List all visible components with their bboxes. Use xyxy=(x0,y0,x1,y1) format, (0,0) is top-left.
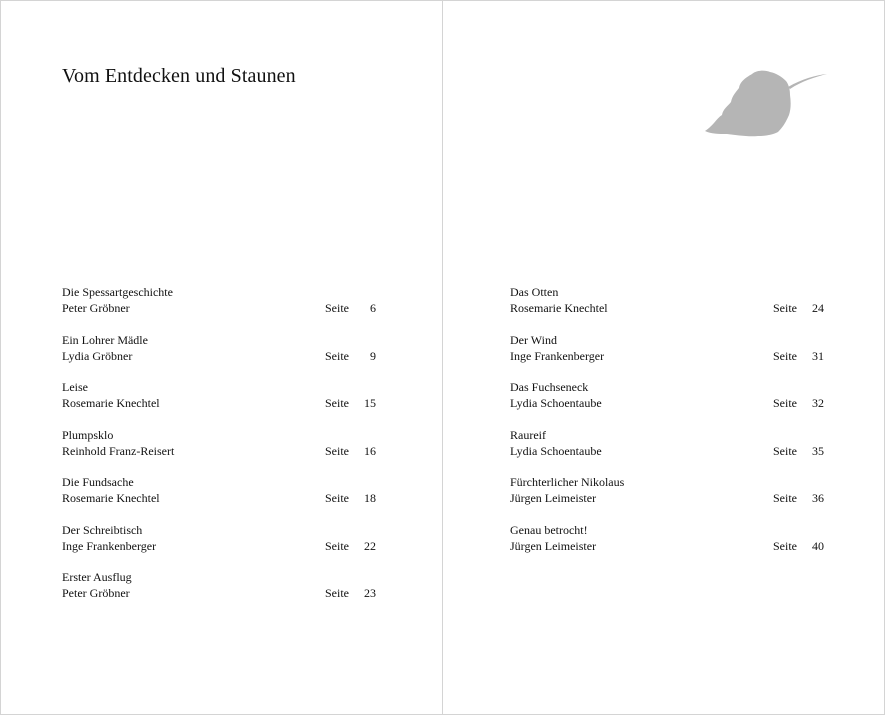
toc-entry xyxy=(510,332,824,380)
page-label: Seite xyxy=(325,491,349,505)
story-title: Der Wind xyxy=(510,332,557,347)
toc-entry xyxy=(510,474,824,522)
story-author: Inge Frankenberger xyxy=(510,348,605,363)
story-author: Rosemarie Knechtel xyxy=(62,491,160,505)
story-author: Peter Gröbner xyxy=(62,301,130,315)
page-label: Seite xyxy=(325,586,349,600)
page-label: Seite xyxy=(773,396,797,410)
chapter-title: Vom Entdecken und Staunen xyxy=(62,65,296,87)
story-author: Rosemarie Knechtel xyxy=(510,301,608,315)
story-title: Plumpsklo xyxy=(62,427,114,442)
story-title: Fürchterlicher Nikolaus xyxy=(510,475,625,489)
story-title: Erster Ausflug xyxy=(62,570,132,584)
toc-entry xyxy=(62,569,376,617)
story-author: Lydia Schoentaube xyxy=(510,396,602,410)
toc-left xyxy=(62,284,376,617)
page-number: 15 xyxy=(364,396,376,410)
page-number: 35 xyxy=(812,443,824,458)
right-page xyxy=(443,0,885,715)
toc-right xyxy=(510,284,824,569)
story-title: Das Otten xyxy=(510,285,559,299)
story-title: Ein Lohrer Mädle xyxy=(62,332,148,347)
story-author: Lydia Gröbner xyxy=(62,348,133,363)
page-label: Seite xyxy=(773,443,797,458)
toc-entry xyxy=(62,474,376,522)
story-title: Das Fuchseneck xyxy=(510,380,589,394)
page-label: Seite xyxy=(325,443,349,458)
page-label: Seite xyxy=(325,538,349,553)
story-author: Jürgen Leimeister xyxy=(510,538,597,553)
toc-entry xyxy=(62,332,376,380)
toc-entry xyxy=(510,284,824,332)
page-number: 22 xyxy=(364,538,376,553)
story-author: Reinhold Franz-Reisert xyxy=(62,443,175,458)
page-number: 23 xyxy=(364,586,376,600)
story-title: Die Spessartgeschichte xyxy=(62,285,173,299)
page-label: Seite xyxy=(325,301,349,315)
story-title: Leise xyxy=(62,380,88,394)
story-title: Raureif xyxy=(510,427,546,442)
page-number: 31 xyxy=(812,348,824,363)
page-label: Seite xyxy=(325,396,349,410)
toc-entry xyxy=(510,427,824,475)
page-number: 24 xyxy=(812,301,824,315)
story-author: Jürgen Leimeister xyxy=(510,491,597,505)
story-author: Inge Frankenberger xyxy=(62,538,157,553)
toc-entry xyxy=(62,284,376,332)
story-author: Rosemarie Knechtel xyxy=(62,396,160,410)
page-number: 40 xyxy=(812,538,824,553)
toc-entry xyxy=(62,522,376,570)
toc-entry xyxy=(510,379,824,427)
page-label: Seite xyxy=(773,538,797,553)
page-number: 18 xyxy=(364,491,376,505)
page-number: 36 xyxy=(812,491,824,505)
story-title: Genau betrocht! xyxy=(510,522,588,537)
story-title: Die Fundsache xyxy=(62,475,134,489)
page-number: 16 xyxy=(364,443,376,458)
page-number: 32 xyxy=(812,396,824,410)
story-author: Peter Gröbner xyxy=(62,586,130,600)
toc-entry xyxy=(62,379,376,427)
page-label: Seite xyxy=(773,348,797,363)
story-author: Lydia Schoentaube xyxy=(510,443,602,458)
toc-entry xyxy=(510,522,824,570)
story-title: Der Schreibtisch xyxy=(62,522,143,537)
page-label: Seite xyxy=(773,301,797,315)
page-number: 6 xyxy=(370,301,376,315)
page-label: Seite xyxy=(773,491,797,505)
birch-leaf-icon xyxy=(702,69,830,139)
page-label: Seite xyxy=(325,348,349,363)
toc-entry xyxy=(62,427,376,475)
page-number: 9 xyxy=(370,348,376,363)
